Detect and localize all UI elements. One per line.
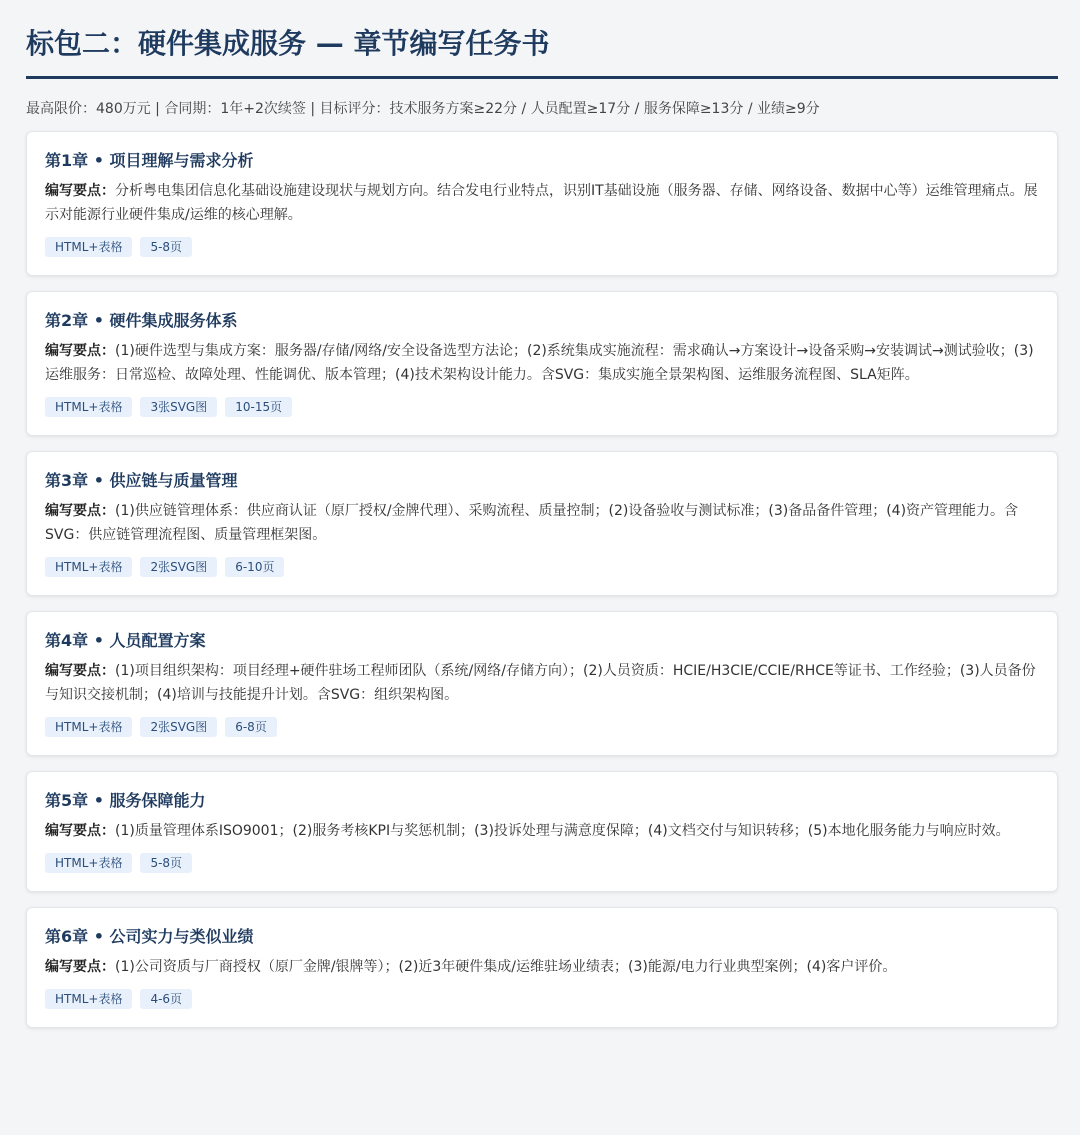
chapter-card-1 [26, 131, 1058, 276]
description-text: (1)硬件选型与集成方案：服务器/存储/网络/安全设备选型方法论；(2)系统集成实施流程：需求确认→方案设计→设备采购→安装调试→测试验收；(3)运维服务：日常巡检、故障处理、性能调优、版本管理；(4)技术架构设计能力。含SVG：集成实施全景架构图、运维服务流程图、SLA矩阵。 [45, 343, 1034, 383]
chapter-tag: 5-8页 [140, 853, 192, 873]
chapter-card-6 [26, 907, 1058, 1028]
chapter-description [45, 659, 1039, 707]
chapter-tag: 6-10页 [225, 557, 284, 577]
chapter-tags [45, 717, 1039, 737]
chapter-card-2 [26, 291, 1058, 436]
description-text: (1)项目组织架构：项目经理+硬件驻场工程师团队（系统/网络/存储方向）；(2)人员资质：HCIE/H3CIE/CCIE/RHCE等证书、工作经验；(3)人员备份与知识交接机制；(4)培训与技能提升计划。含SVG：组织架构图。 [45, 663, 1036, 703]
description-text: (1)公司资质与厂商授权（原厂金牌/银牌等）；(2)近3年硬件集成/运维驻场业绩表；(3)能源/电力行业典型案例；(4)客户评价。 [115, 959, 897, 975]
description-label: 编写要点： [45, 823, 115, 839]
chapter-title: 第5章 • 服务保障能力 [45, 791, 206, 810]
chapter-tags [45, 989, 1039, 1009]
chapter-tag: HTML+表格 [45, 237, 132, 257]
chapter-tags [45, 397, 1039, 417]
chapter-tag: HTML+表格 [45, 717, 132, 737]
chapter-tag: 6-8页 [225, 717, 277, 737]
description-label: 编写要点： [45, 663, 115, 679]
chapter-tags [45, 557, 1039, 577]
chapter-description [45, 955, 1039, 979]
chapter-tag: 10-15页 [225, 397, 292, 417]
chapter-card-4 [26, 611, 1058, 756]
project-meta: 最高限价：480万元 | 合同期：1年+2次续签 | 目标评分：技术服务方案≥22分 / 人员配置≥17分 / 服务保障≥13分 / 业绩≥9分 [26, 101, 820, 117]
chapter-tag: 2张SVG图 [140, 717, 217, 737]
chapter-title: 第2章 • 硬件集成服务体系 [45, 311, 238, 330]
chapter-tag: 3张SVG图 [140, 397, 217, 417]
chapter-tag: HTML+表格 [45, 989, 132, 1009]
chapter-description [45, 819, 1039, 843]
page-title: 标包二：硬件集成服务 — 章节编写任务书 [26, 24, 1058, 79]
chapter-tag: HTML+表格 [45, 853, 132, 873]
description-label: 编写要点： [45, 183, 115, 199]
description-label: 编写要点： [45, 503, 115, 519]
chapter-title: 第3章 • 供应链与质量管理 [45, 471, 238, 490]
chapter-title: 第4章 • 人员配置方案 [45, 631, 206, 650]
chapter-tag: 2张SVG图 [140, 557, 217, 577]
description-label: 编写要点： [45, 959, 115, 975]
description-text: (1)供应链管理体系：供应商认证（原厂授权/金牌代理）、采购流程、质量控制；(2)设备验收与测试标准；(3)备品备件管理；(4)资产管理能力。含SVG：供应链管理流程图、质量管理框架图。 [45, 503, 1019, 543]
chapter-tags [45, 237, 1039, 257]
chapter-tag: HTML+表格 [45, 557, 132, 577]
chapter-description [45, 499, 1039, 547]
chapter-description [45, 339, 1039, 387]
chapter-description [45, 179, 1039, 227]
description-text: (1)质量管理体系ISO9001；(2)服务考核KPI与奖惩机制；(3)投诉处理与满意度保障；(4)文档交付与知识转移；(5)本地化服务能力与响应时效。 [115, 823, 1010, 839]
chapter-tag: 5-8页 [140, 237, 192, 257]
description-label: 编写要点： [45, 343, 115, 359]
chapter-tag: 4-6页 [140, 989, 192, 1009]
chapter-title: 第1章 • 项目理解与需求分析 [45, 151, 254, 170]
description-text: 分析粤电集团信息化基础设施建设现状与规划方向。结合发电行业特点，识别IT基础设施（服务器、存储、网络设备、数据中心等）运维管理痛点。展示对能源行业硬件集成/运维的核心理解。 [45, 183, 1038, 223]
chapter-card-3 [26, 451, 1058, 596]
chapter-title: 第6章 • 公司实力与类似业绩 [45, 927, 254, 946]
chapter-list [26, 131, 1058, 1028]
chapter-tags [45, 853, 1039, 873]
chapter-tag: HTML+表格 [45, 397, 132, 417]
chapter-card-5 [26, 771, 1058, 892]
